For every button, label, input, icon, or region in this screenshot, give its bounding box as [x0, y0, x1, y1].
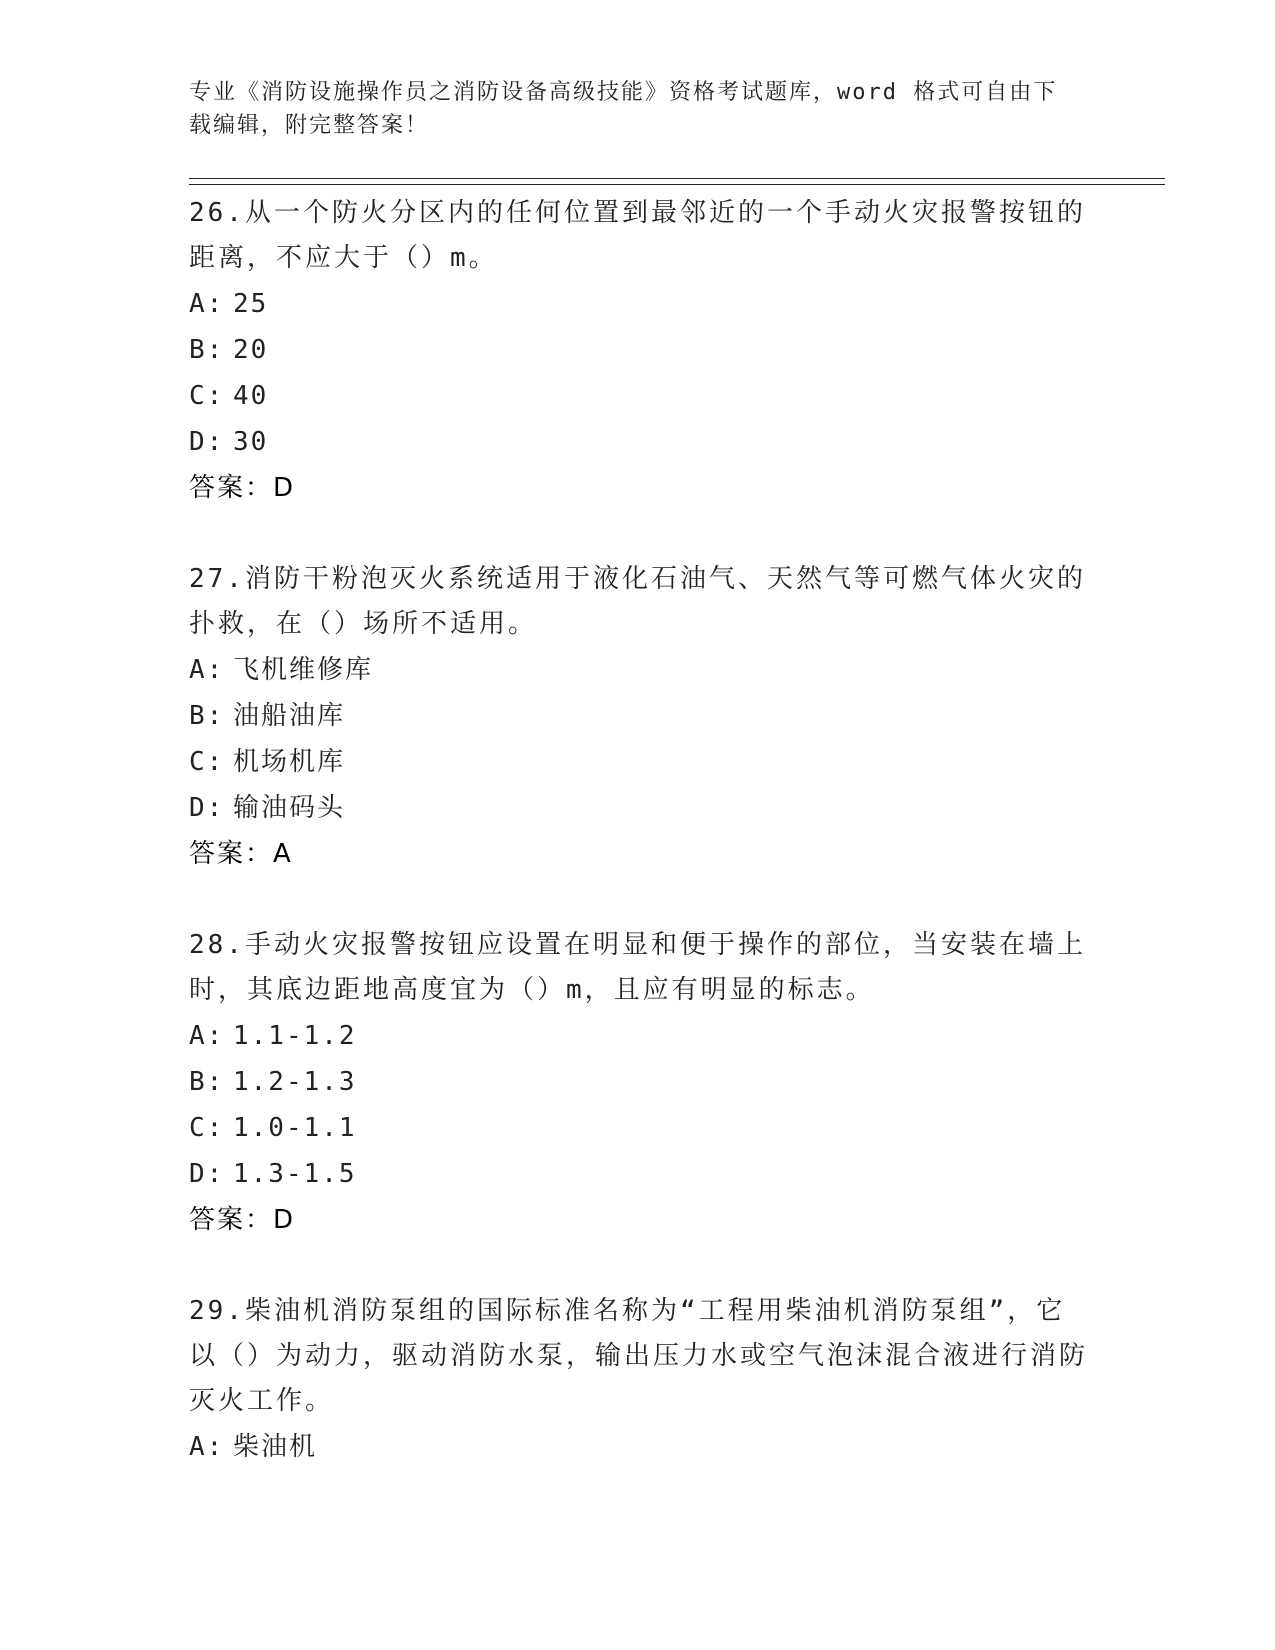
question-26: [189, 191, 1089, 511]
question-29: [189, 1289, 1089, 1470]
option-value: 飞机维修库: [233, 655, 374, 685]
option-label: D:: [189, 1159, 225, 1189]
question-27: [189, 557, 1089, 877]
option-value: 25: [233, 289, 269, 319]
option-d: [189, 419, 1089, 465]
option-label: C:: [189, 747, 225, 777]
question-text: 28.手动火灾报警按钮应设置在明显和便于操作的部位，当安装在墙上时，其底边距地高度宜为（）m，且应有明显的标志。: [189, 930, 1086, 1005]
option-value: 1.2-1.3: [233, 1067, 357, 1097]
option-c: [189, 1105, 1089, 1151]
question-28: [189, 923, 1089, 1243]
option-a: [189, 1013, 1089, 1059]
option-value: 机场机库: [233, 747, 346, 777]
option-value: 1.1-1.2: [233, 1021, 357, 1051]
document-header: [189, 76, 1089, 142]
option-value: 20: [233, 335, 269, 365]
option-value: 输油码头: [233, 793, 346, 823]
option-b: [189, 693, 1089, 739]
header-line-1: 专业《消防设施操作员之消防设备高级技能》资格考试题库，word 格式可自由下: [189, 80, 1058, 105]
option-label: B:: [189, 335, 225, 365]
option-value: 柴油机: [233, 1432, 318, 1462]
option-label: A:: [189, 1021, 225, 1051]
option-label: C:: [189, 1113, 225, 1143]
option-label: D:: [189, 427, 225, 457]
option-b: [189, 327, 1089, 373]
option-label: B:: [189, 1067, 225, 1097]
question-text: 29.柴油机消防泵组的国际标准名称为“工程用柴油机消防泵组”，它以（）为动力，驱动消防水泵，输出压力水或空气泡沫混合液进行消防灭火工作。: [189, 1296, 1089, 1416]
option-label: D:: [189, 793, 225, 823]
option-value: 30: [233, 427, 269, 457]
option-d: [189, 785, 1089, 831]
option-label: A:: [189, 655, 225, 685]
answer-line: 答案：D: [189, 473, 296, 503]
option-c: [189, 739, 1089, 785]
question-text: 26.从一个防火分区内的任何位置到最邻近的一个手动火灾报警按钮的距离，不应大于（）m。: [189, 198, 1086, 273]
option-a: [189, 1424, 1089, 1470]
option-d: [189, 1151, 1089, 1197]
question-text: 27.消防干粉泡灭火系统适用于液化石油气、天然气等可燃气体火灾的扑救，在（）场所不适用。: [189, 564, 1086, 639]
option-a: [189, 281, 1089, 327]
answer-line: 答案：A: [189, 839, 293, 869]
option-label: B:: [189, 701, 225, 731]
header-divider-bottom: [189, 184, 1165, 185]
option-a: [189, 647, 1089, 693]
header-line-2: 载编辑，附完整答案！: [189, 113, 430, 138]
answer-line: 答案：D: [189, 1205, 296, 1235]
question-list: [189, 191, 1089, 1516]
option-label: C:: [189, 381, 225, 411]
header-divider-top: [189, 178, 1165, 179]
option-value: 1.0-1.1: [233, 1113, 357, 1143]
option-value: 40: [233, 381, 269, 411]
option-c: [189, 373, 1089, 419]
option-value: 油船油库: [233, 701, 346, 731]
option-b: [189, 1059, 1089, 1105]
option-label: A:: [189, 289, 225, 319]
option-value: 1.3-1.5: [233, 1159, 357, 1189]
option-label: A:: [189, 1432, 225, 1462]
